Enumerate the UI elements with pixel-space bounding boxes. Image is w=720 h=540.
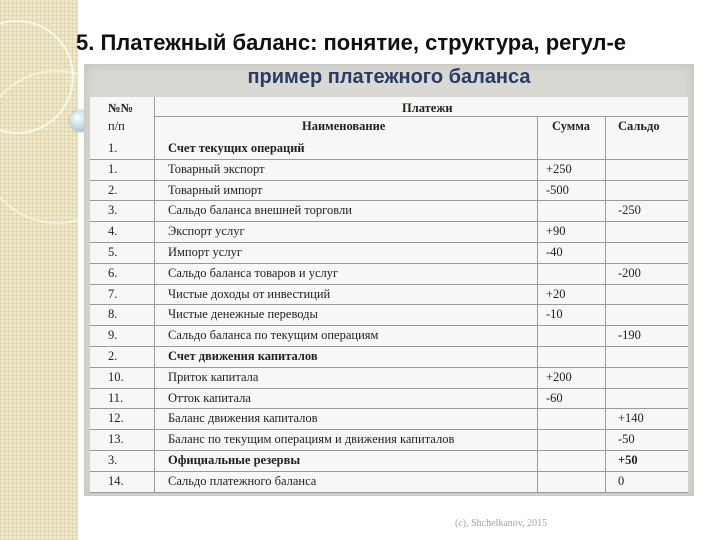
row-divider [90,284,688,285]
cell-name: Экспорт услуг [168,224,245,238]
decorative-sidebar-pattern [0,0,78,540]
cell-num: 3. [108,203,118,217]
cell-num: 1. [108,162,118,176]
cell-sum: -500 [546,183,569,197]
cell-saldo: -190 [618,328,641,342]
row-divider [90,346,688,347]
row-divider [90,221,688,222]
row-divider [90,408,688,409]
row-divider [90,450,688,451]
cell-name: Сальдо баланса товаров и услуг [168,266,339,280]
cell-saldo: 0 [618,474,625,488]
row-divider [90,242,688,243]
cell-sum: -60 [546,391,563,405]
row-divider [90,388,688,389]
cell-sum: +90 [546,224,566,238]
row-divider [90,304,688,305]
cell-saldo: +140 [618,411,644,425]
cell-num: 10. [108,370,124,384]
cell-name: Товарный экспорт [168,162,265,176]
cell-name: Приток капитала [168,370,259,384]
column-divider [537,116,538,492]
header-name: Наименование [302,119,386,133]
cell-num: 13. [108,432,124,446]
header-saldo: Сальдо [618,119,660,133]
cell-name: Отток капитала [168,391,251,405]
header-num-line1: №№ [108,101,134,115]
panel-heading: пример платежного баланса [247,66,531,88]
cell-name: Товарный импорт [168,183,263,197]
cell-name: Импорт услуг [168,245,242,259]
cell-name: Сальдо баланса по текущим операциям [168,328,379,342]
cell-num: 5. [108,245,118,259]
cell-saldo: -200 [618,266,641,280]
cell-name: Сальдо баланса внешней торговли [168,203,352,217]
row-divider [90,200,688,201]
cell-name: Баланс движения капиталов [168,411,318,425]
row-divider [90,429,688,430]
header-sum: Сумма [552,119,590,133]
table-panel [84,64,694,496]
cell-saldo: -250 [618,203,641,217]
row-divider [90,180,688,181]
cell-saldo: -50 [618,432,635,446]
cell-num: 3. [108,453,118,467]
cell-num: 2. [108,183,118,197]
header-group: Платежи [402,101,453,115]
cell-num: 11. [108,391,124,405]
cell-name: Сальдо платежного баланса [168,474,317,488]
row-divider [90,492,688,493]
cell-num: 9. [108,328,118,342]
cell-name: Чистые денежные переводы [168,307,318,321]
row-divider [90,325,688,326]
cell-num: 2. [108,349,118,363]
cell-name: Счет текущих операций [168,141,305,155]
cell-num: 6. [108,266,118,280]
cell-sum: +200 [546,370,572,384]
cell-sum: +20 [546,287,566,301]
cell-num: 8. [108,307,118,321]
cell-name: Чистые доходы от инвестиций [168,287,331,301]
slide-title: 5. Платежный баланс: понятие, структура, регул-е [76,30,627,55]
cell-sum: -40 [546,245,563,259]
cell-name: Счет движения капиталов [168,349,318,363]
cell-sum: +250 [546,162,572,176]
cell-num: 7. [108,287,118,301]
row-divider [90,159,688,160]
cell-saldo: +50 [618,453,638,467]
header-num-line2: п/п [108,119,125,133]
cell-num: 1. [108,141,118,155]
balance-table [90,97,688,493]
row-divider [90,367,688,368]
row-divider [90,471,688,472]
column-divider [605,116,606,492]
cell-num: 14. [108,474,124,488]
cell-num: 12. [108,411,124,425]
copyright-footer: (c), Shchelkanov, 2015 [455,518,548,529]
column-divider [154,97,155,492]
header-divider [154,116,688,117]
cell-sum: -10 [546,307,563,321]
cell-name: Официальные резервы [168,453,301,467]
cell-num: 4. [108,224,118,238]
row-divider [90,263,688,264]
cell-name: Баланс по текущим операциям и движения капиталов [168,432,455,446]
